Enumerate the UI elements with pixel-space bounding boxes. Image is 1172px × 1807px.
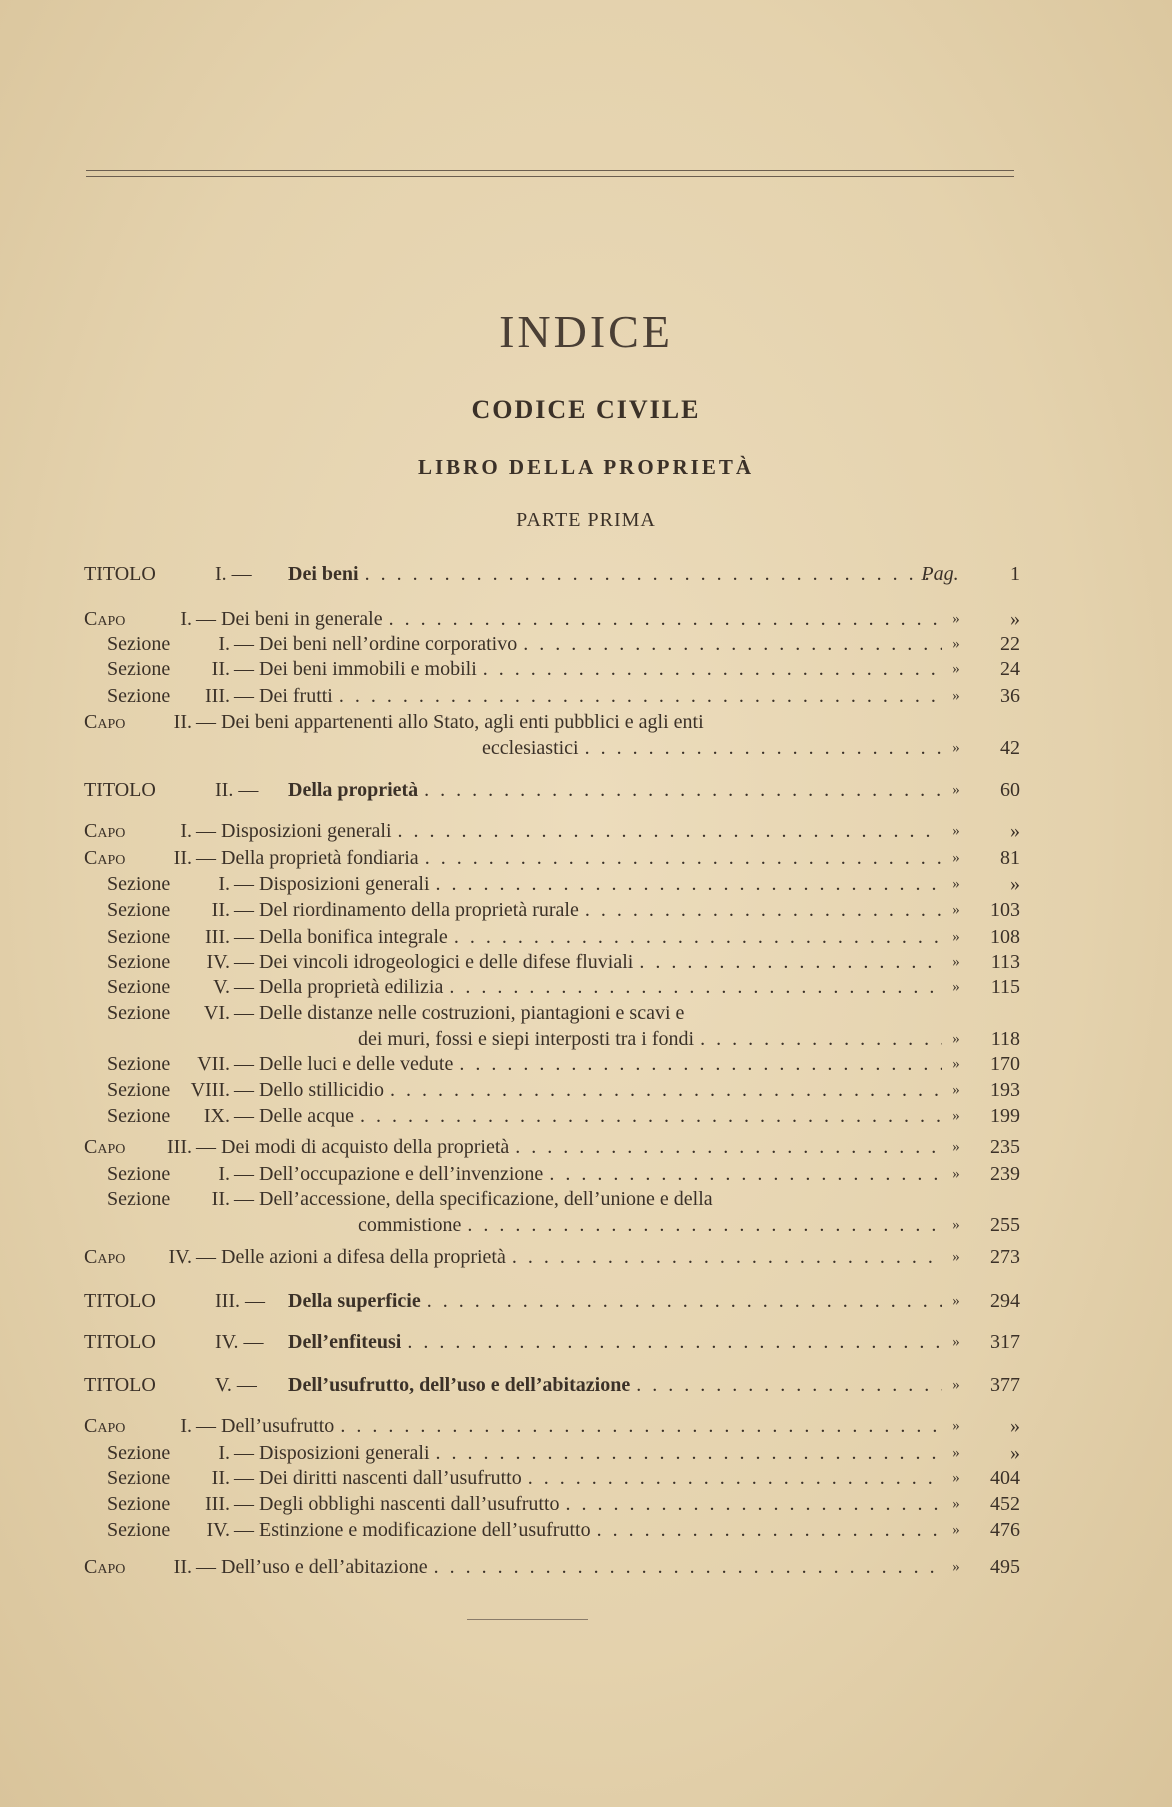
dot-leader [365, 561, 942, 587]
entry-label: Capo [84, 847, 126, 869]
entry-number: II. [173, 847, 192, 869]
entry-title-line [196, 709, 704, 735]
entry-title-line [196, 1134, 942, 1160]
entry-title: Della superficie [288, 1290, 421, 1312]
dot-leader [360, 1103, 942, 1129]
entry-title-line [234, 1000, 684, 1026]
entry-title-line [234, 631, 942, 657]
entry-title: — Dei beni appartenenti allo Stato, agli enti pubblici e agli enti [196, 711, 704, 733]
page-number: 115 [990, 976, 1020, 998]
entry-label: Sezione [107, 1079, 171, 1101]
toc-entry-continuation [0, 1026, 1172, 1052]
dot-leader [425, 845, 942, 871]
dot-leader [566, 1491, 943, 1517]
entry-label: Capo [84, 1136, 126, 1158]
toc-entry[interactable] [0, 1000, 1172, 1026]
page-marker: » [952, 876, 960, 892]
entry-label: Sezione [107, 1467, 171, 1489]
toc-entry[interactable] [0, 1244, 1172, 1270]
part-heading: PARTE PRIMA [516, 509, 656, 531]
page-marker: » [952, 1082, 960, 1098]
dot-leader [639, 949, 942, 975]
entry-title-line [482, 735, 942, 761]
entry-label: TITOLO [84, 1290, 156, 1312]
entry-number: II. [211, 658, 230, 680]
page-marker: » [952, 636, 960, 652]
entry-number: IX. [203, 1105, 230, 1127]
entry-title-line [234, 1440, 942, 1466]
dot-leader [585, 735, 942, 761]
toc-entry[interactable] [0, 1186, 1172, 1212]
entry-title-line [358, 1212, 942, 1238]
entry-number: I. [180, 820, 192, 842]
entry-title: — Della bonifica integrale [234, 926, 448, 948]
toc-entry[interactable] [0, 924, 1172, 950]
page-marker: » [952, 1377, 960, 1393]
page-marker: » [952, 1559, 960, 1575]
dot-leader [436, 1440, 942, 1466]
entry-number: II. — [215, 779, 259, 801]
entry-title-line [234, 974, 942, 1000]
dot-leader [585, 897, 942, 923]
page-number: » [1010, 1415, 1020, 1437]
entry-title: — Delle azioni a difesa della proprietà [196, 1246, 506, 1268]
page-marker: » [952, 1217, 960, 1233]
entry-title-line [196, 818, 942, 844]
page-number: 273 [990, 1246, 1020, 1268]
entry-title: — Disposizioni generali [234, 873, 430, 895]
page-number: 103 [990, 899, 1020, 921]
dot-leader [339, 683, 942, 709]
page-number: 170 [990, 1053, 1020, 1075]
page-number: 255 [990, 1214, 1020, 1236]
entry-label: TITOLO [84, 1374, 156, 1396]
entry-title: — Dell’uso e dell’abitazione [196, 1556, 428, 1578]
entry-title-line [234, 949, 942, 975]
toc-entry[interactable] [0, 1517, 1172, 1543]
dot-leader [483, 656, 942, 682]
entry-number: IV. [206, 1519, 230, 1541]
page-marker: » [952, 954, 960, 970]
page-number: 1 [1010, 563, 1020, 585]
page-marker: » [952, 1031, 960, 1047]
entry-number: IV. [206, 951, 230, 973]
entry-title-continuation: dei muri, fossi e siepi interposti tra i fondi [358, 1028, 695, 1050]
page-number: 42 [1000, 737, 1020, 759]
entry-title-line [234, 871, 942, 897]
dot-leader [523, 631, 942, 657]
toc-entry[interactable] [0, 845, 1172, 871]
entry-title: Della proprietà [288, 779, 419, 801]
entry-label: Sezione [107, 1002, 171, 1024]
entry-title-line [196, 606, 942, 632]
page-number: 404 [990, 1467, 1020, 1489]
entry-title-line [234, 656, 942, 682]
entry-title: — Dei diritti nascenti dall’usufrutto [234, 1467, 522, 1489]
entry-number: III. [205, 926, 230, 948]
entry-title: — Delle luci e delle vedute [234, 1053, 454, 1075]
entry-title-line [234, 1517, 942, 1543]
entry-number: III. [167, 1136, 192, 1158]
entry-title: Dei beni [288, 563, 359, 585]
dot-leader [549, 1161, 942, 1187]
entry-label: Capo [84, 711, 126, 733]
toc-entry[interactable] [0, 1372, 1172, 1398]
page-number: 235 [990, 1136, 1020, 1158]
entry-label: Capo [84, 1246, 126, 1268]
entry-title: — Dei beni immobili e mobili [234, 658, 477, 680]
page-number: 24 [1000, 658, 1020, 680]
entry-title-line [234, 1465, 942, 1491]
page-number: » [1010, 1442, 1020, 1464]
entry-number: I. — [215, 563, 252, 585]
entry-number: II. [173, 1556, 192, 1578]
entry-title-line [196, 1554, 942, 1580]
entry-title-line [288, 777, 942, 803]
dot-leader [700, 1026, 942, 1052]
page-marker: » [952, 1496, 960, 1512]
page-marker: » [952, 1522, 960, 1538]
entry-title: — Dei beni nell’ordine corporativo [234, 633, 518, 655]
entry-number: I. [180, 608, 192, 630]
dot-leader [449, 974, 942, 1000]
entry-title: — Dell’occupazione e dell’invenzione [234, 1163, 544, 1185]
toc-entry[interactable] [0, 974, 1172, 1000]
page-number: » [1010, 608, 1020, 630]
toc-entry[interactable] [0, 1329, 1172, 1355]
entry-label: Sezione [107, 1442, 171, 1464]
toc-entry[interactable] [0, 1554, 1172, 1580]
page-number: 199 [990, 1105, 1020, 1127]
entry-title: — Dei beni in generale [196, 608, 383, 630]
entry-label: Sezione [107, 1493, 171, 1515]
entry-label: Sezione [107, 951, 171, 973]
toc-entry[interactable] [0, 897, 1172, 923]
entry-label: Sezione [107, 899, 171, 921]
toc-entry-continuation [0, 735, 1172, 761]
entry-title-line [288, 1329, 942, 1355]
entry-number: II. [211, 1188, 230, 1210]
entry-title: — Disposizioni generali [196, 820, 392, 842]
toc-entry[interactable] [0, 1103, 1172, 1129]
toc-entry[interactable] [0, 1051, 1172, 1077]
entry-title: — Estinzione e modificazione dell’usufrutto [234, 1519, 591, 1541]
entry-title: — Della proprietà edilizia [234, 976, 444, 998]
entry-title: — Dello stillicidio [234, 1079, 384, 1101]
top-rule [86, 170, 1014, 171]
page-title: INDICE [499, 306, 673, 357]
entry-title: — Dell’accessione, della specificazione, dell’unione e della [234, 1188, 713, 1210]
entry-number: III. [205, 685, 230, 707]
dot-leader [454, 924, 942, 950]
toc-entry[interactable] [0, 1134, 1172, 1160]
page-number: 294 [990, 1290, 1020, 1312]
page-marker: » [952, 782, 960, 798]
entry-title-continuation: commistione [358, 1214, 462, 1236]
page-number: » [1010, 873, 1020, 895]
entry-title-line [196, 845, 942, 871]
entry-label: Capo [84, 820, 126, 842]
page-marker: » [952, 1445, 960, 1461]
page-number: 495 [990, 1556, 1020, 1578]
entry-title: — Delle acque [234, 1105, 354, 1127]
page-number: 81 [1000, 847, 1020, 869]
toc-entry[interactable] [0, 561, 1172, 587]
book-heading: LIBRO DELLA PROPRIETÀ [417, 455, 755, 479]
page-marker: » [952, 1166, 960, 1182]
dot-leader [528, 1465, 942, 1491]
dot-leader [636, 1372, 942, 1398]
page-number: 193 [990, 1079, 1020, 1101]
page-marker: » [952, 1139, 960, 1155]
entry-title-line [196, 1413, 942, 1439]
top-rule-thin [86, 176, 1014, 177]
entry-label: Capo [84, 1556, 126, 1578]
entry-label: TITOLO [84, 563, 156, 585]
page-number: 377 [990, 1374, 1020, 1396]
toc-entry[interactable] [0, 683, 1172, 709]
toc-entry[interactable] [0, 709, 1172, 735]
entry-number: IV. [168, 1246, 192, 1268]
page-marker: » [952, 979, 960, 995]
page-marker: » [952, 1470, 960, 1486]
entry-number: VIII. [190, 1079, 230, 1101]
entry-title: — Delle distanze nelle costruzioni, piantagioni e scavi e [234, 1002, 685, 1024]
entry-number: II. [211, 1467, 230, 1489]
entry-title-line [234, 683, 942, 709]
entry-label: Sezione [107, 1188, 171, 1210]
page-marker: » [952, 929, 960, 945]
toc-entry[interactable] [0, 777, 1172, 803]
entry-title-continuation: ecclesiastici [482, 737, 579, 759]
entry-title-line [234, 1077, 942, 1103]
entry-title-line [234, 1491, 942, 1517]
page-marker: » [952, 1334, 960, 1350]
entry-label: Sezione [107, 976, 171, 998]
page-number: 452 [990, 1493, 1020, 1515]
page-number: 108 [990, 926, 1020, 948]
entry-label: Sezione [107, 926, 171, 948]
dot-leader [515, 1134, 942, 1160]
dot-leader [390, 1077, 942, 1103]
dot-leader [434, 1554, 942, 1580]
entry-label: Sezione [107, 633, 171, 655]
page-marker: » [952, 902, 960, 918]
page-marker: » [952, 1056, 960, 1072]
dot-leader [436, 871, 942, 897]
page-number: 118 [990, 1028, 1020, 1050]
entry-number: I. [218, 1163, 230, 1185]
toc-entry[interactable] [0, 1465, 1172, 1491]
page-number: 317 [990, 1331, 1020, 1353]
page-number: 36 [1000, 685, 1020, 707]
entry-title-line [234, 1161, 942, 1187]
dot-leader [389, 606, 942, 632]
entry-title-line [234, 897, 942, 923]
entry-number: IV. — [215, 1331, 264, 1353]
page-marker: » [952, 823, 960, 839]
entry-label: Sezione [107, 685, 171, 707]
page-marker: » [952, 1293, 960, 1309]
toc-entry[interactable] [0, 818, 1172, 844]
page-marker: » [952, 850, 960, 866]
entry-label: Sezione [107, 658, 171, 680]
toc-entry[interactable] [0, 606, 1172, 632]
entry-title: — Dei modi di acquisto della proprietà [196, 1136, 510, 1158]
dot-leader [398, 818, 942, 844]
entry-title-line [358, 1026, 942, 1052]
toc-entry[interactable] [0, 1491, 1172, 1517]
dot-leader [459, 1051, 942, 1077]
page-number: » [1010, 820, 1020, 842]
entry-number: III. — [215, 1290, 265, 1312]
entry-label: TITOLO [84, 779, 156, 801]
toc-entry[interactable] [0, 1440, 1172, 1466]
entry-title: — Dei frutti [234, 685, 333, 707]
page-marker: » [952, 611, 960, 627]
entry-label: Capo [84, 1415, 126, 1437]
toc-entry[interactable] [0, 1161, 1172, 1187]
entry-title-line [234, 1103, 942, 1129]
entry-title-line [234, 1186, 713, 1212]
entry-label: Sezione [107, 1519, 171, 1541]
dot-leader [424, 777, 942, 803]
entry-title: — Dei vincoli idrogeologici e delle difese fluviali [234, 951, 634, 973]
entry-title-line [234, 1051, 942, 1077]
code-heading: CODICE CIVILE [471, 395, 701, 424]
entry-number: III. [205, 1493, 230, 1515]
toc-entry[interactable] [0, 1288, 1172, 1314]
dot-leader [467, 1212, 942, 1238]
page-marker: » [952, 740, 960, 756]
entry-title: Dell’enfiteusi [288, 1331, 402, 1353]
toc-entry[interactable] [0, 949, 1172, 975]
entry-number: II. [173, 711, 192, 733]
dot-leader [512, 1244, 942, 1270]
entry-title: — Disposizioni generali [234, 1442, 430, 1464]
toc-entry[interactable] [0, 1413, 1172, 1439]
page-marker: » [952, 1108, 960, 1124]
entry-label: Sezione [107, 873, 171, 895]
dot-leader [340, 1413, 942, 1439]
entry-title: — Dell’usufrutto [196, 1415, 335, 1437]
entry-number: II. [211, 899, 230, 921]
entry-label: Capo [84, 608, 126, 630]
bottom-rule [467, 1619, 588, 1620]
entry-title: Dell’usufrutto, dell’uso e dell’abitazione [288, 1374, 631, 1396]
entry-title-line [288, 561, 942, 587]
page-number: 113 [990, 951, 1020, 973]
page-marker: » [952, 688, 960, 704]
entry-title-line [288, 1372, 942, 1398]
dot-leader [597, 1517, 942, 1543]
toc-entry-continuation [0, 1212, 1172, 1238]
entry-number: V. — [215, 1374, 257, 1396]
entry-number: I. [218, 1442, 230, 1464]
dot-leader [407, 1329, 942, 1355]
entry-number: VII. [197, 1053, 230, 1075]
entry-label: Sezione [107, 1163, 171, 1185]
entry-title-line [234, 924, 942, 950]
entry-label: Sezione [107, 1053, 171, 1075]
page-number: 60 [1000, 779, 1020, 801]
entry-number: V. [213, 976, 230, 998]
toc-entry[interactable] [0, 871, 1172, 897]
entry-title: — Degli obblighi nascenti dall’usufrutto [234, 1493, 560, 1515]
entry-title-line [288, 1288, 942, 1314]
entry-number: I. [180, 1415, 192, 1437]
page-marker: » [952, 1249, 960, 1265]
page-number: 22 [1000, 633, 1020, 655]
entry-number: I. [218, 633, 230, 655]
entry-number: I. [218, 873, 230, 895]
entry-label: Sezione [107, 1105, 171, 1127]
entry-number: VI. [203, 1002, 230, 1024]
page-number: 239 [990, 1163, 1020, 1185]
toc-entry[interactable] [0, 1077, 1172, 1103]
entry-title: — Del riordinamento della proprietà rurale [234, 899, 579, 921]
dot-leader [427, 1288, 942, 1314]
toc-entry[interactable] [0, 631, 1172, 657]
page-marker: » [952, 661, 960, 677]
page-number: 476 [990, 1519, 1020, 1541]
toc-entry[interactable] [0, 656, 1172, 682]
entry-label: TITOLO [84, 1331, 156, 1353]
page-marker: » [952, 1418, 960, 1434]
entry-title-line [196, 1244, 942, 1270]
entry-title: — Della proprietà fondiaria [196, 847, 419, 869]
page-marker: Pag. [921, 563, 959, 585]
